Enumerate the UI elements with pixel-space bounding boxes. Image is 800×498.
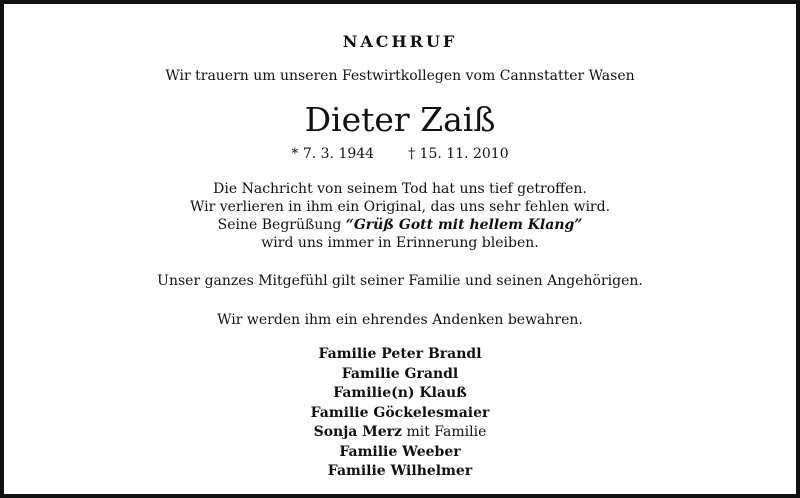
condolence-message: [0, 180, 800, 252]
sympathy-text: Unser ganzes Mitgefühl gilt seiner Familie und seinen Angehörigen.: [157, 273, 643, 289]
message-line: Die Nachricht von seinem Tod hat uns tief getroffen.: [213, 181, 587, 197]
message-line: Wir verlieren in ihm ein Original, das uns sehr fehlen wird.: [189, 199, 611, 215]
death-date: † 15. 11. 2010: [408, 146, 509, 162]
signature-suffix: mit Familie: [406, 424, 487, 440]
message-line: [0, 216, 800, 234]
remembrance-text: Wir werden ihm ein ehrendes Andenken bewahren.: [217, 312, 583, 328]
signature-item: Familie Göckelesmaier: [310, 404, 490, 421]
signature-item: Familie Grandl: [341, 365, 459, 382]
deceased-name: Dieter Zaiß: [304, 100, 496, 139]
greeting-prefix: Seine Begrüßung: [217, 217, 342, 233]
signature-item: Familie Peter Brandl: [318, 346, 482, 362]
signature-item: Familie(n) Klauß: [333, 385, 467, 401]
signature-item: [0, 423, 800, 443]
greeting-quote: “Grüß Gott mit hellem Klang”: [345, 217, 583, 233]
notice-heading: NACHRUF: [342, 32, 458, 51]
message-line: wird uns immer in Erinnerung bleiben.: [261, 235, 539, 251]
intro-text: Wir trauern um unseren Festwirtkollegen vom Cannstatter Wasen: [165, 68, 635, 84]
signature-item: Familie Weeber: [339, 443, 461, 460]
signature-name: Sonja Merz: [313, 424, 402, 440]
life-dates: [0, 146, 800, 162]
signature-item: Familie Wilhelmer: [327, 463, 473, 479]
signature-list: [0, 345, 800, 482]
birth-date: * 7. 3. 1944: [291, 146, 375, 162]
